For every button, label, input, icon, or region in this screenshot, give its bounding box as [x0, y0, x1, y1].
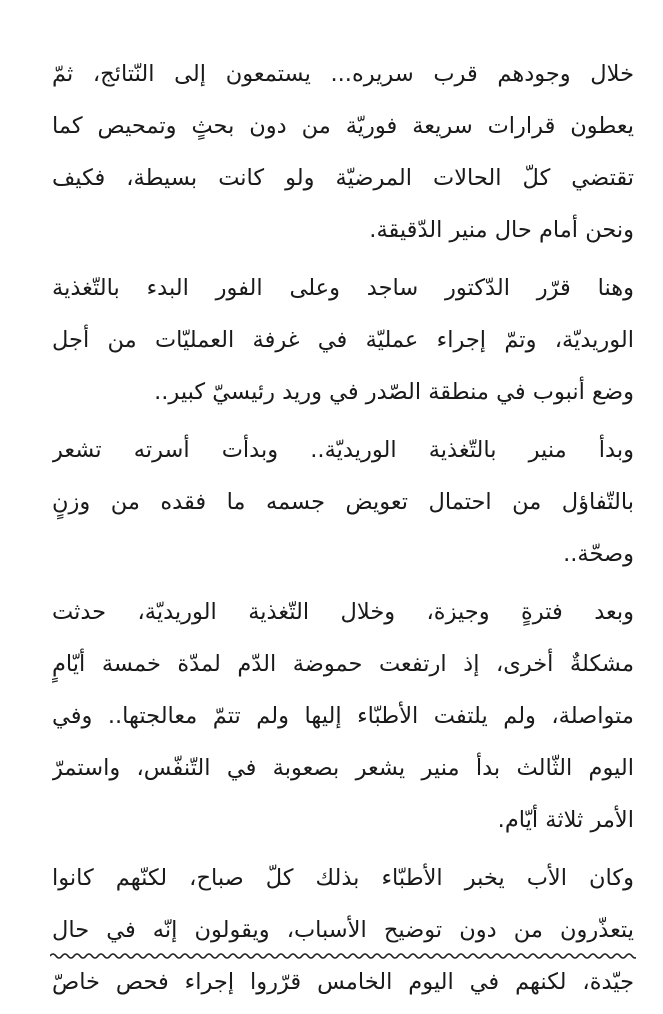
paragraph-1	[52, 48, 634, 256]
text-line: ونحن أمام حال منير الدّقيقة.	[369, 217, 634, 243]
text-line: خلال وجودهم قرب سريره... يستمعون إلى النّتائج، ثمّ	[52, 61, 634, 87]
text-line: الوريديّة، وتمّ إجراء عمليّة في غرفة العمليّات من أجل	[52, 327, 634, 353]
wavy-divider	[50, 950, 636, 962]
text-line: اليوم الثّالث بدأ منير يشعر بصعوبة في التّنفّس، واستمرّ	[52, 755, 634, 781]
text-line: وبعد فترةٍ وجيزة، وخلال التّغذية الوريديّة، حدثت	[52, 599, 634, 625]
paragraph-4	[52, 586, 634, 846]
paragraph-3	[52, 424, 634, 580]
text-line: وكان الأب يخبر الأطبّاء بذلك كلّ صباح، لكنّهم كانوا	[52, 865, 634, 891]
text-line: وهنا قرّر الدّكتور ساجد وعلى الفور البدء بالتّغذية	[52, 275, 634, 301]
text-line: متواصلة، ولم يلتفت الأطبّاء إليها ولم تتمّ معالجتها.. وفي	[52, 703, 634, 729]
text-line: وضع أنبوب في منطقة الصّدر في وريد رئيسيّ كبير..	[154, 379, 634, 405]
page-body	[52, 48, 634, 1014]
text-line: مشكلةٌ أخرى، إذ ارتفعت حموضة الدّم لمدّة خمسة أيّامٍ	[52, 651, 634, 677]
wavy-divider-line	[50, 954, 636, 958]
text-line: الأمر ثلاثة أيّام.	[497, 807, 634, 833]
text-line: وبدأ منير بالتّغذية الوريديّة.. وبدأت أسرته تشعر	[52, 437, 634, 463]
paragraph-2	[52, 262, 634, 418]
paragraph-5	[52, 852, 634, 1008]
text-line: تقتضي كلّ الحالات المرضيّة ولو كانت بسيطة، فكيف	[52, 165, 634, 191]
text-line: وصحّة..	[563, 541, 634, 567]
text-line: يتعذّرون من دون توضيح الأسباب، ويقولون إنّه في حال	[52, 917, 634, 943]
text-line: يعطون قرارات سريعة فوريّة من دون بحثٍ وتمحيص كما	[52, 113, 634, 139]
text-line: بالتّفاؤل من احتمال تعويض جسمه ما فقده من وزنٍ	[52, 489, 634, 515]
text-line: جيّدة، لكنهم في اليوم الخامس قرّروا إجراء فحص خاصّ	[52, 969, 634, 995]
